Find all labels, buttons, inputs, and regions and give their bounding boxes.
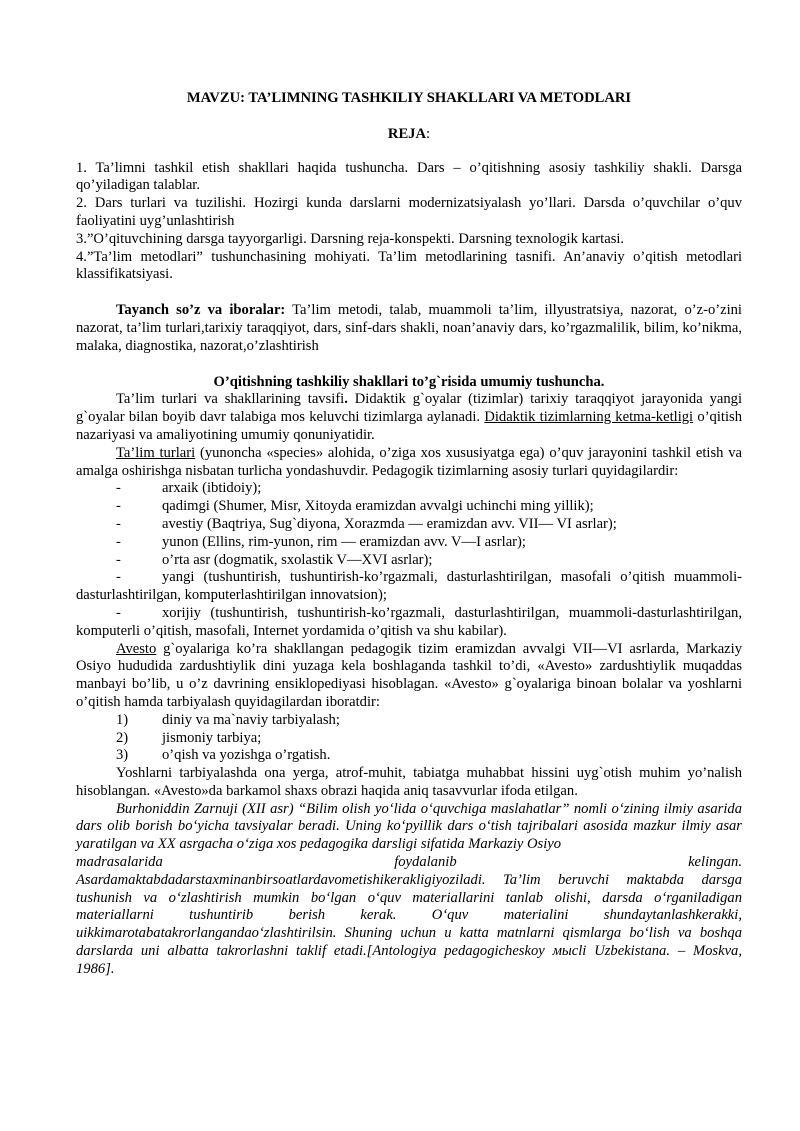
list-marker: -: [116, 533, 121, 550]
bold-period: .: [344, 391, 355, 408]
keywords-text: Ta’lim metodi, talab, muammoli ta’lim, illyustratsiya, nazorat, o’z-o’zini nazorat, ta’lim turlari,tarixiy taraqqiyot, dars, sinf-dars shakli, noan’anaviy dars, ko’rgazmalilik, bilim, ko’nikma, malaka, diagnostika, nazorat,o’zlashtirish: [76, 302, 742, 354]
list-item: [76, 534, 742, 552]
list-marker: 3): [116, 747, 129, 764]
paragraph-text: Ta’lim turlari va shakllarining tavsifi: [116, 391, 345, 408]
paragraph-text: Didaktik g`oyalar (tizimlar) tarixiy taraqqiyot jarayonida yangi g`oyalar bilan boyib davr talabiga mos keluvchi tizimlarga aylanadi.: [76, 391, 742, 426]
list-item: [76, 480, 742, 498]
underlined-term: Avesto: [116, 640, 157, 657]
list-item-text: qadimgi (Shumer, Misr, Xitoyda eramizdan avvalgi uchinchi ming yillik);: [162, 498, 594, 515]
document-page: [76, 90, 742, 979]
list-item-text: yangi (tushuntirish, tushuntirish-ko’rgazmali, dasturlashtirilgan, masofali o’qitish muammoli-dasturlashtirilgan, komputerlashtirilgan innovatsion);: [76, 569, 742, 604]
list-marker: -: [116, 498, 121, 515]
justified-line: [76, 854, 742, 872]
list-item: [76, 552, 742, 570]
keywords-label: Tayanch so’z va iboralar:: [116, 302, 286, 319]
paragraph-avesto: [76, 641, 742, 712]
list-marker: -: [116, 515, 121, 532]
plan-item: 3.”O’qituvchining darsga tayyorgarligi. Darsning reja-konspekti. Darsning texnologik kartasi.: [76, 230, 625, 247]
plan-list: [76, 160, 742, 285]
paragraph-text: o’qitish nazariyasi va amaliyotining umumiy qonuniyatidir.: [76, 409, 742, 443]
list-item-text: jismoniy tarbiya;: [162, 729, 262, 746]
paragraph-zarnuji-continued: Asardamaktabdadarstaxminanbirsoatlardavometishikerakligiyoziladi. Ta’lim beruvchi maktabda darsga tushunish va o‘zlashtirish mumkin bo‘lgan o‘quv materiallarini tanlab olishi, darsda o‘rganiladigan materiallarni tushuntirib berish kerak. O‘quv materialini shundaytanlashkerakki, uikkimarotabatakrorlangandao‘zlashtirilsin. Shuning uchun u katta matnlarni qismlarga bo‘lish va boshqa darslarda uni albatta takrorlashni taklif etadi.[Antologiya pedagogicheskoy мысli Uzbekistana. – Moskva, 1986].: [76, 871, 742, 977]
plan-heading-label: REJA: [387, 125, 427, 142]
paragraph-education-types: [76, 445, 742, 481]
avesto-goals-list: [76, 712, 742, 765]
list-item-text: o’qish va yozishga o’rgatish.: [162, 747, 331, 764]
plan-item: 1. Ta’limni tashkil etish shakllari haqida tushuncha. Dars – o’qitishning asosiy tashkiliy shakli. Darsga qo’yiladigan talablar.: [76, 159, 742, 194]
plan-heading: [76, 126, 742, 144]
list-item: [76, 516, 742, 534]
paragraph-text: g`oyalariga ko’ra shakllangan pedagogik tizim eramizdan avvalgi VII—VI asrlarda, Markaziy Osiyo hududida zardushtiylik dini yuzaga kela boshlaganda tashkil to’di, «Avesto» zardushtiylik muqaddas manbayi bo’lib, u o’z davrining ensiklopediyasi hisoblagan. «Avesto» g`oyalariga binoan bolalar va yoshlarni o’qitish hamda tarbiyalash quyidagilardan iboratdir:: [76, 640, 742, 710]
list-item-text: arxaik (ibtidoiy);: [162, 480, 262, 497]
list-marker: -: [116, 480, 121, 497]
word: foydalanib: [394, 854, 457, 871]
plan-item: 4.”Ta’lim metodlari” tushunchasining mohiyati. Ta’lim metodlarining tasnifi. An’anaviy o’qitish metodlari klassifikatsiyasi.: [76, 248, 742, 283]
list-item-text: yunon (Ellins, rim-yunon, rim — eramizdan avv. V—I asrlar);: [162, 533, 526, 550]
paragraph-zarnuji: Burhoniddin Zarnuji (XII asr) “Bilim olish yo‘lida o‘quvchiga maslahatlar” nomli o‘zining ilmiy asarida dars olib borish bo‘yicha tavsiyalar beradi. Uning ko‘pyillik dars o‘tish tajribalari asosida mazkur ilmiy asar yaratilgan va XX asrgacha o‘ziga xos pedagogika darsligi sifatida Markaziy Osiyo: [76, 800, 742, 853]
plan-item: 2. Dars turlari va tuzilishi. Hozirgi kunda darslarni modernizatsiyalash yo’llari. Darsda o’quvchilar o’quv faoliyatini uyg’unlashtirish: [76, 195, 742, 229]
list-item: [76, 730, 742, 748]
list-item-text: o’rta asr (dogmatik, sxolastik V—XVI asrlar);: [162, 551, 433, 568]
document-title: MAVZU: TA’LIMNING TASHKILIY SHAKLLARI VA METODLARI: [186, 90, 632, 106]
section-heading: O’qitishning tashkiliy shakllari to’g`risida umumiy tushuncha.: [213, 373, 605, 390]
paragraph-upbringing: Yoshlarni tarbiyalashda ona yerga, atrof-muhit, tabiatga muhabbat hissini uyg`otish muhim yo’nalish hisoblangan. «Avesto»da barkamol shaxs obrazi haqida aniq tasavvurlar ifoda etilgan.: [76, 765, 742, 799]
list-marker: -: [116, 551, 121, 568]
list-item: [76, 498, 742, 516]
list-item: [76, 569, 742, 605]
word: kelingan.: [688, 854, 742, 871]
paragraph-didactic: [76, 391, 742, 444]
list-marker: 1): [116, 711, 129, 728]
list-item-text: xorijiy (tushuntirish, tushuntirish-ko’rgazmali, dasturlashtirilgan, muammoli-dasturlashtirilgan, komputerli o’qitish, masofali, Internet yordamida o’qitish va shu kabilar).: [76, 604, 742, 639]
list-item-text: diniy va ma`naviy tarbiyalash;: [162, 711, 340, 728]
underlined-term: Didaktik tizimlarning ketma-ketligi: [484, 409, 694, 426]
education-types-list: [76, 480, 742, 640]
list-marker: -: [116, 604, 121, 621]
list-item: [76, 712, 742, 730]
word: madrasalarida: [76, 854, 163, 871]
underlined-term: Ta’lim turlari: [116, 444, 196, 461]
list-marker: -: [116, 569, 121, 586]
list-item: [76, 747, 742, 765]
list-marker: 2): [116, 729, 129, 746]
list-item: [76, 605, 742, 641]
plan-heading-colon: :: [426, 125, 431, 142]
list-item-text: avestiy (Baqtriya, Sug`diyona, Xorazmda — eramizdan avv. VII— VI asrlar);: [162, 515, 617, 532]
keywords-paragraph: [76, 302, 742, 355]
paragraph-text: (yunoncha «species» alohida, o’ziga xos xususiyatga ega) o’quv jarayonini tashkil etish va amalga oshirishga nisbatan turlicha yondashuvdir. Pedagogik tizimlarning asosiy turlari quyidagilardir:: [76, 444, 743, 479]
